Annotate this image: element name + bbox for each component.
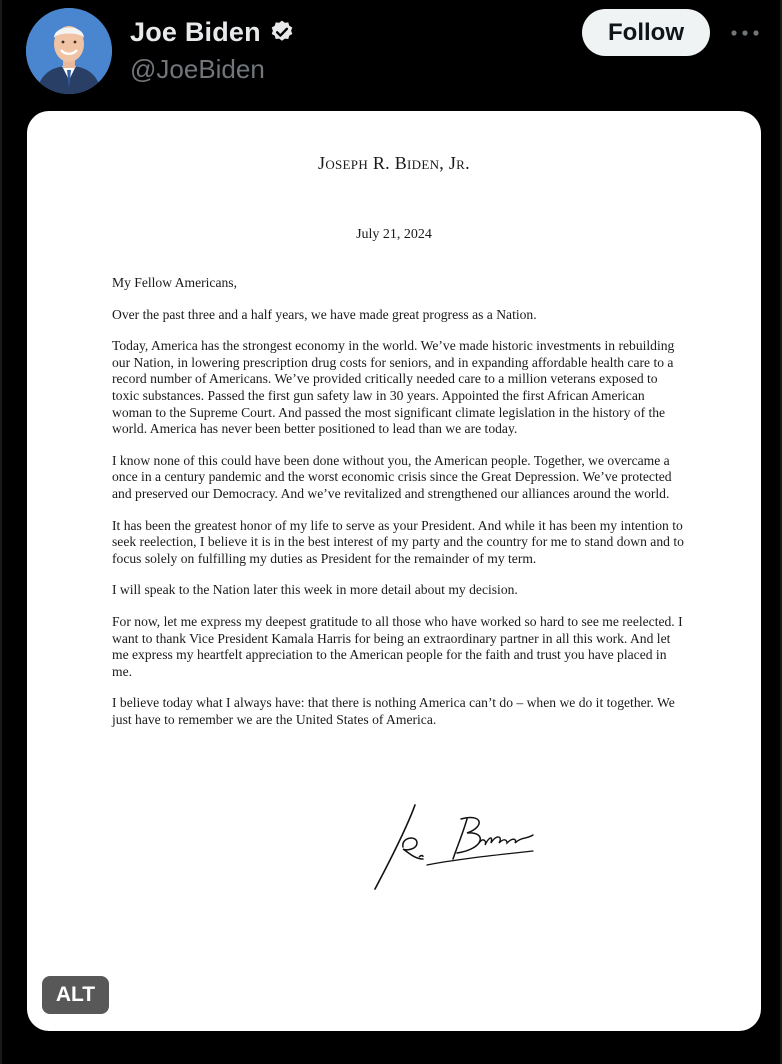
- more-horizontal-icon[interactable]: [730, 26, 760, 38]
- author-name[interactable]: Joe Biden: [130, 16, 261, 47]
- alt-text-badge[interactable]: ALT: [42, 976, 109, 1014]
- verified-badge-icon[interactable]: [269, 19, 295, 45]
- letter-paragraph: I know none of this could have been done without you, the American people. Together, we overcame a once in a century pandemic and the worst economic crisis since the Great Depression. We’ve protected and preserved our Democracy. And we’ve revitalized and strengthened our alliances around the world.: [112, 452, 672, 501]
- follow-button[interactable]: Follow: [582, 9, 710, 56]
- letterhead: Joseph R. Biden, Jr.: [318, 153, 470, 173]
- letter-body: [112, 275, 687, 743]
- letter-paragraph: For now, let me express my deepest gratitude to all those who have worked so hard to see me reelected. I want to thank Vice President Kamala Harris for being an extraordinary partner in all this work. And let me express my heartfelt appreciation to the American people for the faith and trust you have placed in me.: [112, 613, 683, 679]
- author-block: [130, 14, 295, 85]
- signature: [357, 797, 557, 897]
- letter-paragraph: It has been the greatest honor of my life to serve as your President. And while it has been my intention to seek reelection, I believe it is in the best interest of my party and the country for me to stand down and to focus solely on fulfilling my duties as President for the remainder of my term.: [112, 517, 684, 566]
- letter-date: July 21, 2024: [356, 227, 432, 242]
- letter-paragraph: I will speak to the Nation later this week in more detail about my decision.: [112, 582, 518, 598]
- author-handle[interactable]: @JoeBiden: [130, 54, 265, 84]
- letter-document: [27, 111, 761, 1031]
- media-image-card[interactable]: [27, 111, 761, 1031]
- letter-paragraph: Today, America has the strongest economy in the world. We’ve made historic investments in rebuilding our Nation, in lowering prescription drug costs for seniors, and in expanding affordable health care to a record number of Americans. We’ve provided critically needed care to a million veterans exposed to toxic substances. Passed the first gun safety law in 30 years. Appointed the first African American woman to the Supreme Court. And passed the most significant climate legislation in the history of the world. America has never been better positioned to lead than we are today.: [112, 338, 675, 437]
- letter-salutation: My Fellow Americans,: [112, 275, 237, 290]
- letter-paragraph: Over the past three and a half years, we have made great progress as a Nation.: [112, 306, 537, 322]
- post-header: [2, 0, 782, 100]
- letter-paragraph: I believe today what I always have: that there is nothing America can’t do – when we do it together. We just have to remember we are the United States of America.: [112, 695, 675, 727]
- avatar-portrait-icon: [26, 8, 112, 94]
- avatar[interactable]: [26, 8, 112, 94]
